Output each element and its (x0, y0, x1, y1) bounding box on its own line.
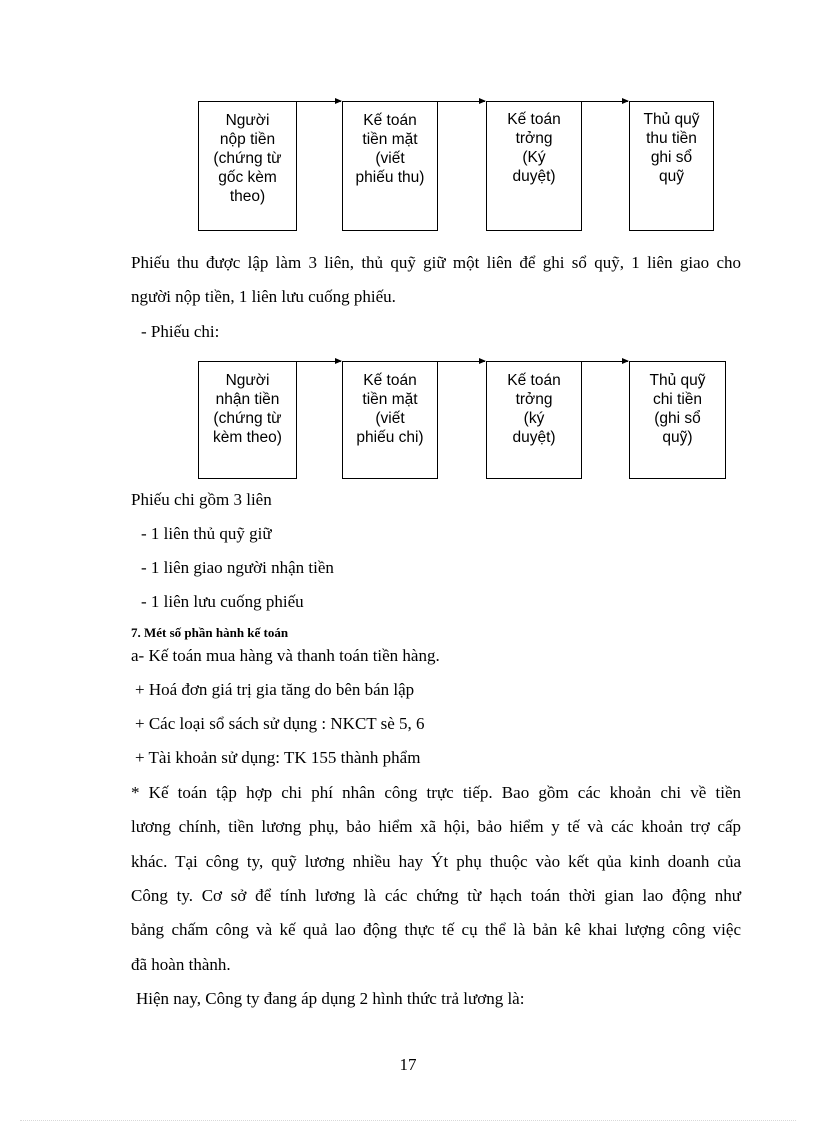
paragraph-line: * Kế toán tập hợp chi phí nhân công trực tiếp. Bao gồm các khoản chi về tiền (131, 783, 741, 802)
payment-flow-diagram (198, 361, 728, 479)
box-text: nhận tiền (215, 391, 280, 408)
phieu-chi-label: - Phiếu chi: (141, 322, 220, 341)
box-text: (viết (375, 150, 405, 167)
list-item: - 1 liên lưu cuống phiếu (141, 592, 304, 611)
box-text: Thủ quỹ (649, 372, 706, 389)
box-text: (chứng từ (213, 150, 282, 167)
box-text: (chứng từ (213, 410, 282, 427)
box-text: phiếu chi) (356, 429, 424, 446)
box-text: tiền mặt (362, 391, 418, 408)
flow-box-cash-accountant (342, 361, 438, 479)
flow-box-cashier (629, 101, 714, 231)
list-item: + Tài khoản sử dụng: TK 155 thành phẩm (135, 748, 421, 767)
box-text: (ký (523, 410, 545, 427)
box-text: Thủ quỹ (643, 111, 700, 128)
box-text: trởng (515, 391, 553, 408)
flow-box-cash-accountant (342, 101, 438, 231)
flow-box-recipient (198, 361, 297, 479)
list-item: - 1 liên giao người nhận tiền (141, 558, 334, 577)
flow-box-payer (198, 101, 297, 231)
flow-arrow (297, 361, 341, 362)
box-text: (viết (375, 410, 405, 427)
box-text: (Ký (522, 149, 546, 166)
box-text: tiền mặt (362, 131, 418, 148)
paragraph-line: Hiện nay, Công ty đang áp dụng 2 hình thức trả lương là: (136, 989, 525, 1008)
box-text: phiếu thu) (355, 169, 425, 186)
box-text: chi tiền (652, 391, 703, 408)
paragraph-line: người nộp tiền, 1 liên lưu cuống phiếu. (131, 287, 396, 306)
flow-arrow (438, 101, 485, 102)
box-text: nộp tiền (219, 131, 276, 148)
box-text: Người (225, 372, 270, 389)
box-text: Kế toán (507, 372, 561, 389)
box-text: duyệt) (512, 168, 556, 185)
box-text: duyệt) (512, 429, 556, 446)
box-text: gốc kèm (218, 169, 277, 186)
footer-divider (20, 1120, 796, 1121)
flow-arrow (582, 361, 628, 362)
flow-arrow (438, 361, 485, 362)
box-text: quỹ) (662, 429, 693, 446)
paragraph-line: khác. Tại công ty, quỹ lương nhiều hay Ýt phụ thuộc vào kết qủa kinh doanh của (131, 852, 741, 871)
flow-arrow (297, 101, 341, 102)
box-text: kèm theo) (213, 429, 282, 446)
flow-box-cashier (629, 361, 726, 479)
paragraph-line: Phiếu thu được lập làm 3 liên, thủ quỹ giữ một liên để ghi sổ quỹ, 1 liên giao cho (131, 253, 741, 272)
receipt-flow-diagram (198, 101, 728, 231)
paragraph-line: Công ty. Cơ sở để tính lương là các chứng từ hạch toán thời gian lao động như (131, 886, 741, 905)
box-text: theo) (229, 188, 266, 205)
box-text: Người (225, 112, 270, 129)
page-number: 17 (399, 1055, 417, 1074)
box-text: Kế toán (363, 112, 417, 129)
phieu-chi-intro: Phiếu chi gồm 3 liên (131, 490, 272, 509)
section-heading: 7. Mét số phần hành kế toán (131, 625, 289, 640)
box-text: Kế toán (507, 111, 561, 128)
paragraph-line: bảng chấm công và kế quả lao động thực tế cụ thể là bản kê khai lượng công việc (131, 920, 741, 939)
box-text: Kế toán (363, 372, 417, 389)
list-item: - 1 liên thủ quỹ giữ (141, 524, 272, 543)
list-item: + Các loại sổ sách sử dụng : NKCT sè 5, 6 (135, 714, 425, 733)
box-text: (ghi sổ (654, 410, 701, 427)
paragraph-line: lương chính, tiền lương phụ, bảo hiểm xã hội, bảo hiểm y tế và các khoản trợ cấp (131, 817, 741, 836)
box-text: thu tiền (646, 130, 697, 147)
list-item: + Hoá đơn giá trị gia tăng do bên bán lập (135, 680, 415, 699)
box-text: quỹ (659, 168, 684, 185)
flow-box-chief-accountant (486, 361, 582, 479)
box-text: trởng (515, 130, 553, 147)
paragraph-line: đã hoàn thành. (131, 955, 231, 974)
flow-arrow (582, 101, 628, 102)
flow-box-chief-accountant (486, 101, 582, 231)
section-a: a- Kế toán mua hàng và thanh toán tiền hàng. (131, 646, 440, 665)
box-text: ghi sổ (650, 149, 693, 166)
